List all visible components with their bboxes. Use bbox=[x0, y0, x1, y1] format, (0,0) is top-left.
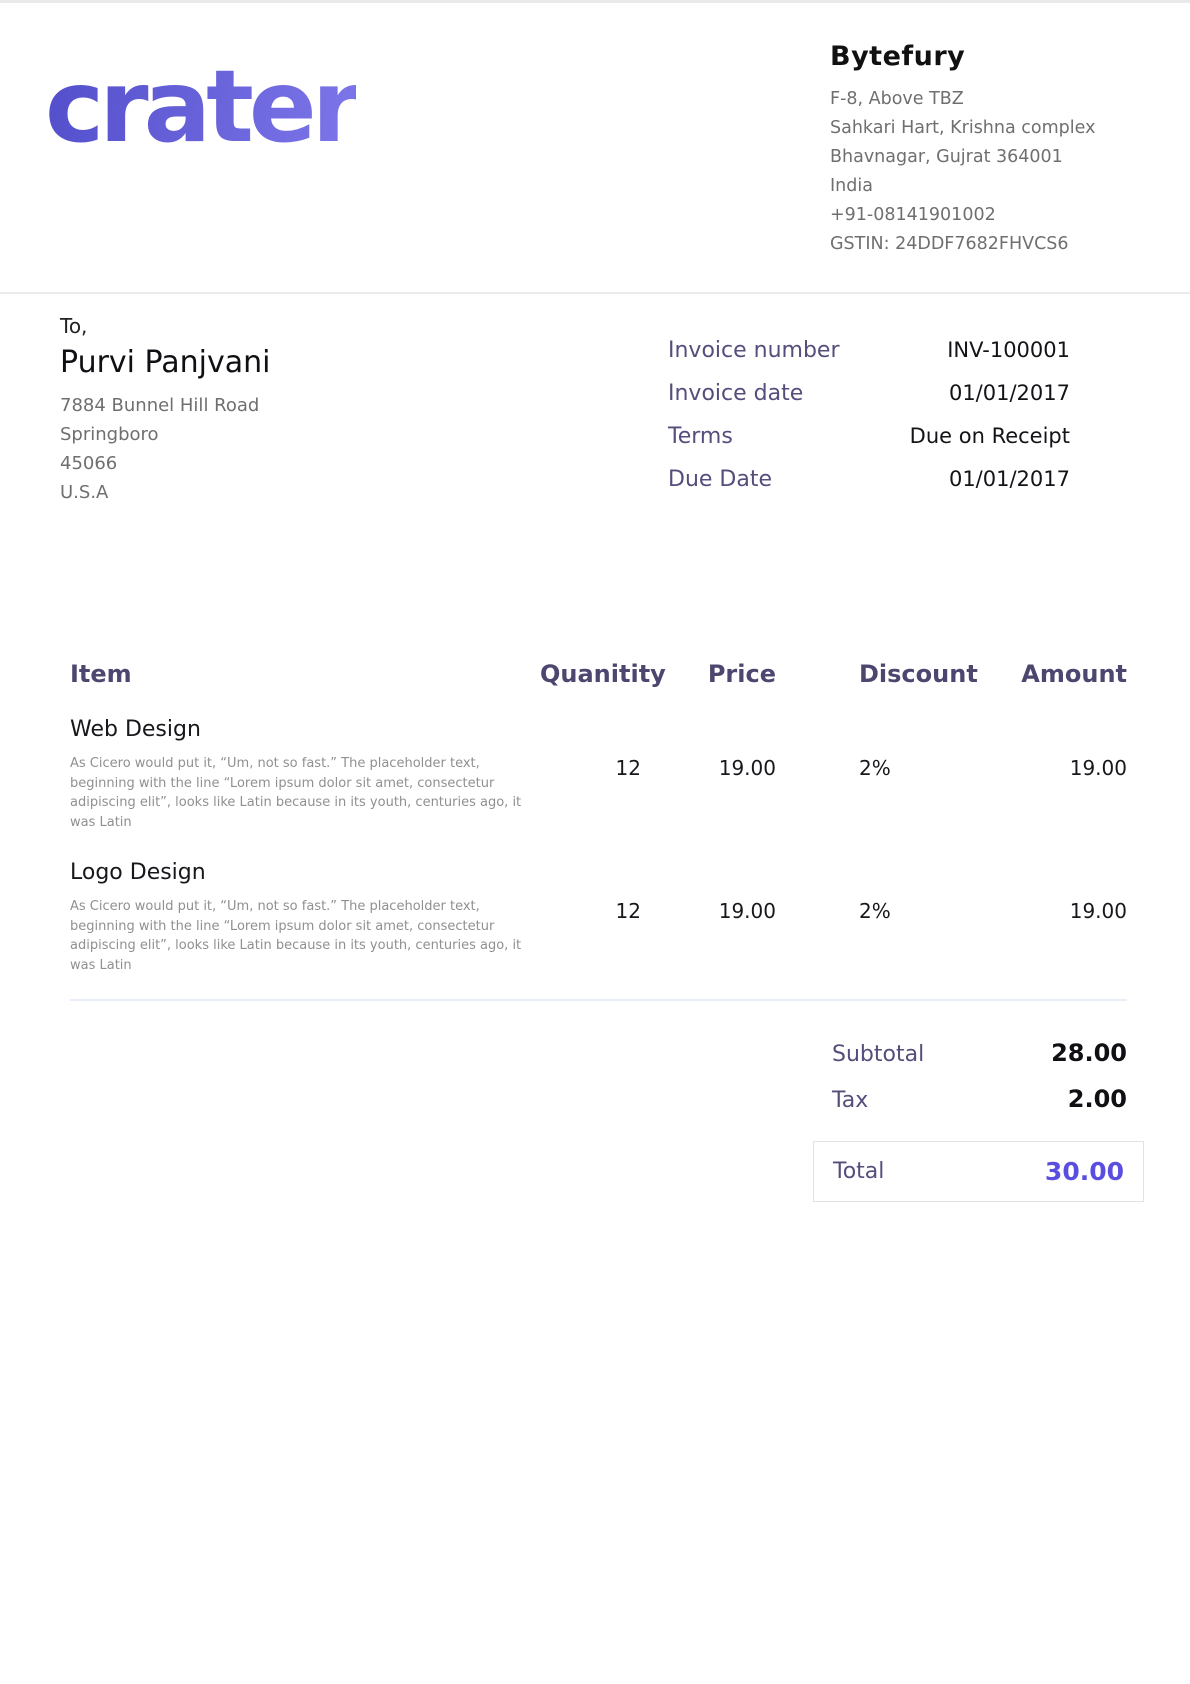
subtotal-row bbox=[832, 1039, 1127, 1072]
company-name: Bytefury bbox=[830, 41, 966, 72]
total-value: 30.00 bbox=[1044, 1157, 1124, 1186]
bill-to-block bbox=[60, 314, 271, 510]
item-name: Web Design bbox=[70, 717, 201, 742]
company-gstin: GSTIN: 24DDF7682FHVCS6 bbox=[830, 234, 1069, 254]
company-address-line: India bbox=[830, 176, 873, 196]
item-column-header: Item bbox=[70, 660, 132, 688]
due-date-label: Due Date bbox=[668, 467, 772, 492]
terms-value: Due on Receipt bbox=[909, 424, 1070, 448]
company-address-line: F-8, Above TBZ bbox=[830, 89, 964, 109]
customer-address-line: U.S.A bbox=[60, 482, 109, 503]
table-bottom-divider bbox=[70, 999, 1127, 1001]
invoice-meta bbox=[668, 314, 1070, 510]
items-table-header bbox=[70, 659, 1127, 689]
subtotal-value: 28.00 bbox=[1051, 1039, 1127, 1067]
customer-address bbox=[60, 391, 271, 507]
discount-column-header: Discount bbox=[859, 660, 978, 688]
item-discount: 2% bbox=[859, 756, 891, 780]
item-price: 19.00 bbox=[718, 756, 776, 780]
total-label: Total bbox=[833, 1159, 885, 1184]
item-name: Logo Design bbox=[70, 860, 206, 885]
item-amount: 19.00 bbox=[1069, 899, 1127, 923]
invoice-number-row bbox=[668, 338, 1070, 381]
invoice-date-value: 01/01/2017 bbox=[948, 381, 1070, 405]
item-description: As Cicero would put it, “Um, not so fast.” The placeholder text, beginning with the line “Lorem ipsum dolor sit amet, consectetur adipiscing elit”, looks like Latin because in its youth, centuries ago, it was Latin bbox=[70, 756, 522, 830]
company-block bbox=[830, 41, 1140, 259]
item-cell bbox=[70, 715, 540, 832]
due-date-value: 01/01/2017 bbox=[948, 467, 1070, 491]
item-quantity: 12 bbox=[615, 899, 641, 923]
items-table bbox=[70, 659, 1127, 1202]
table-row bbox=[70, 715, 1127, 832]
company-phone: +91-08141901002 bbox=[830, 205, 996, 225]
invoice-number-label: Invoice number bbox=[668, 338, 840, 363]
item-cell bbox=[70, 858, 540, 975]
customer-address-line: 45066 bbox=[60, 453, 118, 474]
invoice-date-label: Invoice date bbox=[668, 381, 804, 406]
billing-section bbox=[0, 294, 1190, 510]
company-address-line: Sahkari Hart, Krishna complex bbox=[830, 118, 1096, 138]
invoice-date-row bbox=[668, 381, 1070, 424]
tax-label: Tax bbox=[832, 1088, 869, 1113]
totals-block bbox=[832, 1039, 1127, 1118]
subtotal-label: Subtotal bbox=[832, 1042, 925, 1067]
tax-value: 2.00 bbox=[1067, 1085, 1127, 1113]
customer-address-line: Springboro bbox=[60, 424, 159, 445]
customer-name: Purvi Panjvani bbox=[60, 345, 271, 380]
item-amount: 19.00 bbox=[1069, 756, 1127, 780]
bill-to-label: To, bbox=[60, 314, 88, 338]
item-quantity: 12 bbox=[615, 756, 641, 780]
customer-address-line: 7884 Bunnel Hill Road bbox=[60, 395, 260, 416]
terms-label: Terms bbox=[668, 424, 733, 449]
invoice-number-value: INV-100001 bbox=[947, 338, 1070, 362]
crater-logo: crater bbox=[45, 48, 357, 165]
item-description: As Cicero would put it, “Um, not so fast.” The placeholder text, beginning with the line “Lorem ipsum dolor sit amet, consectetur adipiscing elit”, looks like Latin because in its youth, centuries ago, it was Latin bbox=[70, 899, 522, 973]
invoice-header bbox=[0, 3, 1190, 294]
item-price: 19.00 bbox=[718, 899, 776, 923]
company-address-line: Bhavnagar, Gujrat 364001 bbox=[830, 147, 1063, 167]
terms-row bbox=[668, 424, 1070, 467]
price-column-header: Price bbox=[707, 660, 776, 688]
due-date-row bbox=[668, 467, 1070, 510]
item-discount: 2% bbox=[859, 899, 891, 923]
company-address bbox=[830, 85, 1140, 259]
grand-total-box bbox=[813, 1141, 1144, 1202]
tax-row bbox=[832, 1085, 1127, 1118]
amount-column-header: Amount bbox=[1021, 660, 1127, 688]
quantity-column-header: Quanitity bbox=[540, 660, 666, 688]
table-row bbox=[70, 858, 1127, 975]
